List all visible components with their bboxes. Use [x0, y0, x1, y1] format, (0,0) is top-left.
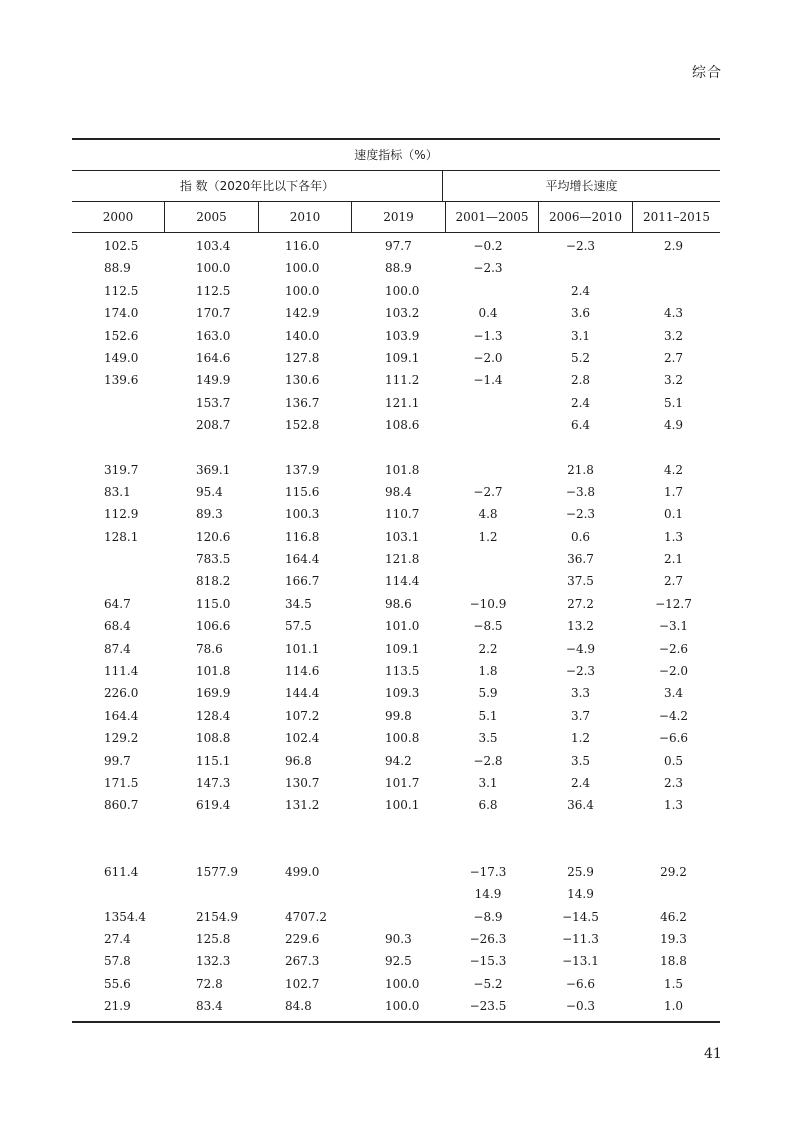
table-cell — [349, 883, 442, 905]
table-cell: 0.1 — [663, 507, 684, 522]
table-cell: 3.1 — [478, 775, 498, 790]
table-cell: 4707.2 — [285, 909, 327, 924]
table-cell: −2.3 — [473, 261, 503, 276]
table-cell: 103.1 — [385, 529, 420, 544]
table-row — [72, 772, 720, 794]
table-cell: 1.0 — [663, 999, 684, 1014]
table-row — [72, 347, 720, 369]
table-row — [72, 481, 720, 503]
table-cell: 89.3 — [196, 507, 223, 522]
table-cell: 99.8 — [385, 708, 412, 723]
table-cell: 14.9 — [474, 887, 502, 902]
table-cell: 1.7 — [663, 484, 684, 499]
table-cell: 4.2 — [663, 462, 684, 477]
table-cell: 1577.9 — [196, 864, 238, 879]
table-cell: 129.2 — [104, 731, 139, 746]
table-row — [72, 570, 720, 592]
table-cell: 1.3 — [663, 529, 684, 544]
table-cell: 5.1 — [478, 708, 498, 723]
table-cell: −10.9 — [469, 596, 507, 611]
table-cell: 5.1 — [663, 395, 684, 410]
table-cell: 130.6 — [285, 373, 320, 388]
header-columns — [72, 202, 720, 232]
table-cell: −4.9 — [565, 641, 596, 656]
table-cell: 111.4 — [104, 664, 139, 679]
table-cell: 164.4 — [285, 552, 320, 567]
table-row — [72, 906, 720, 928]
table-cell: 171.5 — [104, 775, 139, 790]
table-cell — [627, 280, 720, 302]
table-cell: 0.4 — [478, 306, 498, 321]
table-cell: 121.1 — [385, 395, 420, 410]
table-cell: 2.3 — [663, 775, 684, 790]
table-cell: 112.9 — [104, 507, 139, 522]
table-row — [72, 638, 720, 660]
table-cell: −2.7 — [473, 484, 503, 499]
table-cell: 2.4 — [570, 775, 591, 790]
table-cell: −1.3 — [473, 328, 503, 343]
table-cell: −2.0 — [473, 350, 503, 365]
table-row — [72, 414, 720, 436]
table-cell: 170.7 — [196, 306, 231, 321]
table-cell: 113.5 — [385, 664, 420, 679]
table-cell — [72, 883, 164, 905]
table-cell: 166.7 — [285, 574, 320, 589]
table-cell: 115.1 — [196, 753, 231, 768]
table-cell: 1.5 — [663, 976, 684, 991]
table-cell: 860.7 — [104, 798, 139, 813]
table-cell: −2.3 — [565, 664, 596, 679]
row-gap — [72, 437, 720, 459]
table-row — [72, 950, 720, 972]
table-cell: 164.6 — [196, 350, 231, 365]
table-cell — [442, 414, 534, 436]
table-cell: 152.6 — [104, 328, 139, 343]
table-cell: 97.7 — [385, 239, 412, 253]
table-row — [72, 392, 720, 414]
table-cell: 95.4 — [196, 484, 223, 499]
table-cell: 3.5 — [478, 731, 498, 746]
table-cell: 611.4 — [104, 864, 139, 879]
table-cell: 36.7 — [567, 552, 594, 567]
table-cell: 3.2 — [663, 373, 684, 388]
table-cell: 111.2 — [385, 373, 420, 388]
table-row — [72, 369, 720, 391]
table-cell: 4.9 — [663, 418, 684, 433]
table-cell: 27.4 — [104, 931, 131, 946]
table-cell: 1354.4 — [104, 909, 146, 924]
table-cell: −23.5 — [469, 999, 507, 1014]
table-cell: 149.9 — [196, 373, 231, 388]
table-cell: 102.5 — [104, 239, 139, 253]
table-cell: 100.1 — [385, 798, 420, 813]
table-cell — [442, 548, 534, 570]
table-cell: 130.7 — [285, 775, 320, 790]
table-cell: 92.5 — [385, 954, 412, 969]
table-cell: 144.4 — [285, 686, 320, 701]
column-header: 2010 — [259, 202, 352, 232]
table-cell: 57.5 — [285, 619, 312, 634]
table-cell — [164, 883, 257, 905]
table-cell: 21.9 — [104, 999, 131, 1014]
table-cell: 115.6 — [285, 484, 320, 499]
table-cell — [534, 257, 627, 279]
table-cell: 103.2 — [385, 306, 420, 321]
table-cell: 131.2 — [285, 798, 320, 813]
table-cell: 94.2 — [385, 753, 412, 768]
table-cell: 120.6 — [196, 529, 231, 544]
table-cell: 226.0 — [104, 686, 139, 701]
column-header: 2000 — [72, 202, 165, 232]
table-cell: 101.7 — [385, 775, 420, 790]
table-cell: 57.8 — [104, 954, 131, 969]
table-cell: 116.8 — [285, 529, 320, 544]
table-cell: 125.8 — [196, 931, 231, 946]
table-cell — [349, 861, 442, 883]
table-cell: −15.3 — [469, 954, 507, 969]
table-cell: −3.8 — [565, 484, 596, 499]
table-cell: 4.3 — [663, 306, 684, 321]
table-cell: 100.0 — [385, 976, 420, 991]
speed-indicator-table — [72, 138, 720, 1023]
table-cell: 0.5 — [663, 753, 684, 768]
table-cell: 84.8 — [285, 999, 312, 1014]
table-cell: 132.3 — [196, 954, 231, 969]
table-cell: −2.3 — [565, 239, 596, 253]
table-cell: 319.7 — [104, 462, 139, 477]
table-cell: 109.3 — [385, 686, 420, 701]
table-cell: 88.9 — [104, 261, 131, 276]
table-row — [72, 705, 720, 727]
table-cell: 100.0 — [285, 283, 320, 298]
table-cell: 101.8 — [385, 462, 420, 477]
table-cell: 25.9 — [567, 864, 594, 879]
table-cell: 1.2 — [478, 529, 498, 544]
table-cell: 2.2 — [478, 641, 498, 656]
table-cell: 127.8 — [285, 350, 320, 365]
table-cell: 164.4 — [104, 708, 139, 723]
table-cell — [442, 459, 534, 481]
table-row — [72, 280, 720, 302]
table-cell: 2.1 — [663, 552, 684, 567]
table-cell — [72, 570, 164, 592]
table-row — [72, 750, 720, 772]
table-cell: 3.1 — [570, 328, 591, 343]
table-cell: 136.7 — [285, 395, 320, 410]
table-cell: 116.0 — [285, 239, 320, 253]
table-cell: −14.5 — [562, 909, 599, 924]
table-cell: 2.7 — [663, 350, 684, 365]
table-cell: −2.0 — [658, 664, 689, 679]
table-cell — [72, 392, 164, 414]
table-cell: 100.8 — [385, 731, 420, 746]
table-cell: 3.6 — [570, 306, 591, 321]
table-cell: 115.0 — [196, 596, 231, 611]
table-cell — [349, 906, 442, 928]
table-cell: 100.0 — [285, 261, 320, 276]
row-block-a — [72, 235, 720, 437]
table-row — [72, 593, 720, 615]
table-cell: 499.0 — [285, 864, 320, 879]
table-cell: 18.8 — [660, 954, 687, 969]
table-cell: 4.8 — [478, 507, 498, 522]
table-cell: 114.4 — [385, 574, 420, 589]
table-cell: 369.1 — [196, 462, 231, 477]
table-cell: 37.5 — [567, 574, 594, 589]
table-cell: 112.5 — [196, 283, 231, 298]
table-cell: 6.8 — [478, 798, 498, 813]
table-cell: 110.7 — [385, 507, 420, 522]
row-gap — [72, 817, 720, 861]
table-row — [72, 615, 720, 637]
table-row — [72, 325, 720, 347]
column-header: 2019 — [352, 202, 446, 232]
table-cell — [442, 280, 534, 302]
table-cell: 267.3 — [285, 954, 320, 969]
table-row — [72, 995, 720, 1017]
table-cell: 2.7 — [663, 574, 684, 589]
table-row — [72, 548, 720, 570]
table-cell: −0.3 — [565, 999, 596, 1014]
table-cell: 142.9 — [285, 306, 320, 321]
table-row — [72, 526, 720, 548]
table-cell: 783.5 — [196, 552, 231, 567]
table-cell: −8.5 — [473, 619, 503, 634]
column-header: 2011–2015 — [642, 210, 711, 224]
table-cell: 152.8 — [285, 418, 320, 433]
row-block-b — [72, 459, 720, 817]
table-cell: −17.3 — [469, 864, 507, 879]
table-cell: 109.1 — [385, 641, 420, 656]
table-cell: 55.6 — [104, 976, 131, 991]
table-cell — [627, 257, 720, 279]
table-cell: 96.8 — [285, 753, 312, 768]
column-header: 2005 — [165, 202, 259, 232]
table-cell: 46.2 — [660, 909, 687, 924]
table-cell: 109.1 — [385, 350, 420, 365]
table-cell: 101.0 — [385, 619, 420, 634]
table-cell: 2.4 — [570, 395, 591, 410]
table-cell: 147.3 — [196, 775, 231, 790]
table-cell: 1.3 — [663, 798, 684, 813]
table-cell: 3.5 — [570, 753, 591, 768]
section-label: 综合 — [692, 65, 722, 81]
table-cell: 101.8 — [196, 664, 231, 679]
table-row — [72, 727, 720, 749]
table-cell: 121.8 — [385, 552, 420, 567]
table-cell: 2.9 — [663, 239, 684, 253]
table-cell: 83.4 — [196, 999, 223, 1014]
table-cell: 64.7 — [104, 596, 131, 611]
table-cell: −3.1 — [658, 619, 689, 634]
table-cell: −5.2 — [473, 976, 503, 991]
table-title: 速度指标（%） — [354, 148, 438, 162]
table-cell: 72.8 — [196, 976, 223, 991]
table-cell: 100.3 — [285, 507, 320, 522]
table-cell: 2154.9 — [196, 909, 238, 924]
table-cell: 3.3 — [570, 686, 591, 701]
table-cell: −0.2 — [473, 239, 503, 253]
column-header: 2006—2010 — [539, 202, 633, 232]
table-cell: 153.7 — [196, 395, 231, 410]
table-cell: 128.1 — [104, 529, 139, 544]
table-cell: 1.2 — [570, 731, 591, 746]
table-cell: 101.1 — [285, 641, 320, 656]
table-cell: 107.2 — [285, 708, 320, 723]
header-group-growth: 平均增长速度 — [545, 179, 618, 193]
table-cell: 818.2 — [196, 574, 231, 589]
table-cell: 169.9 — [196, 686, 231, 701]
table-cell: 106.6 — [196, 619, 231, 634]
header-group-index: 指 数（2020年比以下各年） — [72, 171, 443, 201]
table-cell: 3.7 — [570, 708, 591, 723]
table-cell: 229.6 — [285, 931, 320, 946]
table-cell: 78.6 — [196, 641, 223, 656]
table-cell: 5.9 — [478, 686, 498, 701]
table-cell: 68.4 — [104, 619, 131, 634]
table-cell: 137.9 — [285, 462, 320, 477]
table-cell — [257, 883, 349, 905]
table-cell: 208.7 — [196, 418, 231, 433]
table-cell — [72, 414, 164, 436]
table-cell: 140.0 — [285, 328, 320, 343]
table-cell: 163.0 — [196, 328, 231, 343]
table-cell: 174.0 — [104, 306, 139, 321]
table-row — [72, 973, 720, 995]
table-cell: −12.7 — [655, 596, 692, 611]
table-cell: −6.6 — [658, 731, 689, 746]
table-row — [72, 459, 720, 481]
table-cell: 83.1 — [104, 484, 131, 499]
table-cell: 13.2 — [567, 619, 594, 634]
table-cell — [627, 883, 720, 905]
table-cell: 149.0 — [104, 350, 139, 365]
table-body — [72, 233, 720, 1018]
page-number: 41 — [704, 1046, 722, 1062]
table-cell: 1.8 — [478, 664, 498, 679]
bottom-rule — [72, 1021, 720, 1023]
table-cell — [72, 548, 164, 570]
table-cell: −6.6 — [565, 976, 596, 991]
table-cell: 112.5 — [104, 283, 139, 298]
table-cell: 100.0 — [385, 283, 420, 298]
table-cell: −2.6 — [658, 641, 689, 656]
table-cell: 108.8 — [196, 731, 231, 746]
table-cell: 0.6 — [570, 529, 591, 544]
header-groups — [72, 171, 720, 201]
table-cell: 88.9 — [385, 261, 412, 276]
table-cell: 108.6 — [385, 418, 420, 433]
table-cell: 102.4 — [285, 731, 320, 746]
table-cell: 103.9 — [385, 328, 420, 343]
table-cell: −2.3 — [565, 507, 596, 522]
table-cell: 114.6 — [285, 664, 320, 679]
table-cell: 99.7 — [104, 753, 131, 768]
table-cell: 128.4 — [196, 708, 231, 723]
table-cell: 14.9 — [567, 887, 594, 902]
table-cell: −8.9 — [473, 909, 503, 924]
table-cell: −2.8 — [473, 753, 503, 768]
table-cell: 98.4 — [385, 484, 412, 499]
table-cell: 21.8 — [567, 462, 594, 477]
table-row — [72, 660, 720, 682]
table-cell: 19.3 — [660, 931, 687, 946]
table-row — [72, 503, 720, 525]
table-row — [72, 302, 720, 324]
table-cell: 34.5 — [285, 596, 312, 611]
table-row — [72, 861, 720, 883]
table-cell: 102.7 — [285, 976, 320, 991]
table-cell: 36.4 — [567, 798, 594, 813]
column-header: 2001—2005 — [446, 202, 539, 232]
table-cell: −13.1 — [562, 954, 599, 969]
table-cell: 103.4 — [196, 239, 231, 253]
table-cell: 2.4 — [570, 283, 591, 298]
table-cell: 29.2 — [660, 864, 687, 879]
table-cell: 90.3 — [385, 931, 412, 946]
table-cell: 5.2 — [570, 350, 591, 365]
table-cell: 2.8 — [570, 373, 591, 388]
table-row — [72, 794, 720, 816]
table-row — [72, 235, 720, 257]
table-cell: −4.2 — [658, 708, 689, 723]
table-cell — [442, 570, 534, 592]
row-block-c — [72, 861, 720, 1018]
table-cell: −1.4 — [473, 373, 503, 388]
table-cell: −26.3 — [469, 931, 507, 946]
table-cell: 100.0 — [196, 261, 231, 276]
table-cell: 139.6 — [104, 373, 139, 388]
table-cell: −11.3 — [562, 931, 599, 946]
table-cell: 3.4 — [663, 686, 684, 701]
table-cell: 6.4 — [570, 418, 591, 433]
table-cell: 27.2 — [567, 596, 594, 611]
table-row — [72, 257, 720, 279]
table-row — [72, 928, 720, 950]
table-cell: 619.4 — [196, 798, 231, 813]
table-row — [72, 682, 720, 704]
table-cell — [442, 392, 534, 414]
table-cell: 98.6 — [385, 596, 412, 611]
table-cell: 87.4 — [104, 641, 131, 656]
table-cell: 3.2 — [663, 328, 684, 343]
table-row — [72, 883, 720, 905]
table-cell: 100.0 — [385, 999, 420, 1014]
